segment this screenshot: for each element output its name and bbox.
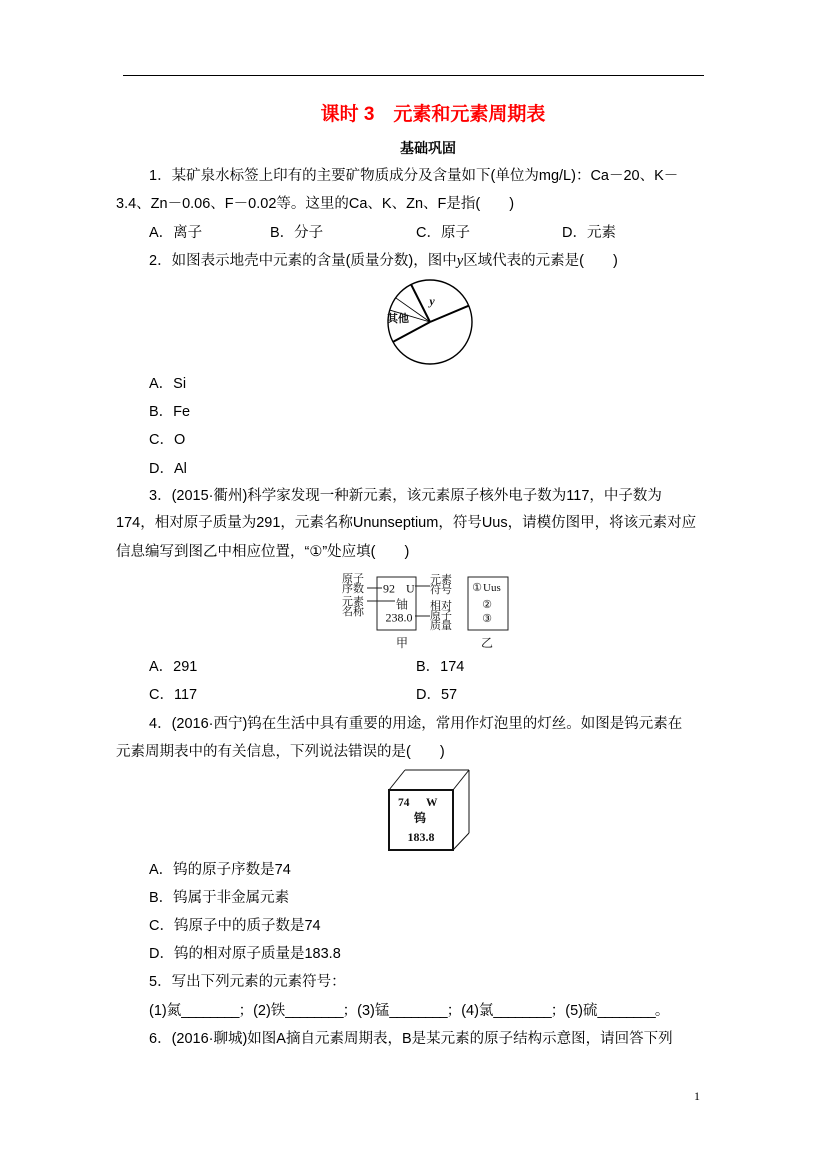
q2-stem-variable: y [456, 253, 464, 269]
tungsten-name: 钨 [413, 811, 427, 825]
tungsten-mass: 183.8 [407, 830, 435, 844]
q1-option-c: C．原子 [416, 225, 470, 241]
q4-stem-line-1: 4．(2016·西宁)钨在生活中具有重要的用途，常用作灯泡里的灯丝。如图是钨元素在 [149, 716, 683, 732]
q5-item-4-sep: ； [550, 1003, 566, 1019]
q4-stem-line-2: 元素周期表中的有关信息，下列说法错误的是( ) [116, 744, 445, 760]
q2-option-d: D．Al [149, 461, 187, 477]
card-yi [468, 577, 508, 650]
q4-option-d: D．钨的相对原子质量是183.8 [149, 946, 341, 962]
q2-option-a: A．Si [149, 376, 187, 392]
tungsten-symbol: W [426, 797, 438, 809]
yi-marker-3: ③ [482, 613, 492, 625]
tungsten-atomic-number: 74 [398, 797, 410, 809]
q5-item-3-blank: ________ [389, 1003, 447, 1019]
cube-edge-top-left [389, 770, 405, 790]
tungsten-element-cube [385, 766, 475, 856]
q1-option-d: D．元素 [562, 225, 616, 241]
earth-crust-pie-chart [380, 275, 480, 370]
jia-name: 铀 [395, 597, 409, 612]
q2-stem-text-after: 区域代表的元素是( ) [463, 253, 618, 269]
jia-mass: 238.0 [385, 610, 413, 625]
label-mass-line3: 质量 [430, 620, 452, 632]
pie-label-y: y [429, 294, 435, 308]
jia-atomic-number: 92 [383, 581, 395, 596]
yi-symbol: Uus [483, 582, 501, 594]
caption-jia: 甲 [395, 636, 409, 650]
q3-options-row-1 [0, 653, 827, 681]
label-symbol-line2: 符号 [430, 584, 452, 596]
section-heading: 基础巩固 [400, 140, 456, 156]
q1-option-a: A．离子 [149, 225, 203, 241]
q5-item-4-label: (4)氯 [461, 1003, 494, 1019]
q5-item-3-sep: ； [446, 1003, 462, 1019]
element-card-diagram [335, 568, 520, 652]
q5-item-2-blank: ________ [285, 1003, 343, 1019]
jia-symbol: U [406, 581, 415, 596]
q5-item-4-blank: ________ [493, 1003, 551, 1019]
cube-edge-top-right [453, 770, 469, 790]
q2-option-c: C．O [149, 432, 186, 448]
q2-stem-text-before: 2．如图表示地壳中元素的含量(质量分数)，图中 [149, 253, 457, 269]
q1-option-b: B．分子 [270, 225, 324, 241]
q5-blanks-line [149, 997, 669, 1025]
pie-label-other: 其他 [387, 313, 409, 325]
q3-option-b: B．174 [416, 659, 465, 675]
q5-stem: 5．写出下列元素的元素符号： [149, 974, 346, 990]
q5-item-5-sep: 。 [654, 1003, 670, 1019]
yi-marker-1: ① [472, 582, 482, 594]
q5-item-2-label: (2)铁 [253, 1003, 286, 1019]
q4-option-a: A．钨的原子序数是74 [149, 862, 291, 878]
q4-option-c: C．钨原子中的质子数是74 [149, 918, 321, 934]
q3-option-a: A．291 [149, 659, 198, 675]
q4-option-b: B．钨属于非金属元素 [149, 890, 290, 906]
label-symbol-line1: 元素 [430, 574, 452, 586]
label-name-line1: 元素 [342, 596, 364, 608]
q3-options-row-2 [0, 681, 827, 709]
yi-marker-2: ② [482, 599, 492, 611]
label-number-line1: 原子 [342, 573, 364, 585]
q6-stem-line-1: 6．(2016·聊城)如图A摘自元素周期表，B是某元素的原子结构示意图，请回答下列 [149, 1031, 673, 1047]
header-rule [123, 75, 704, 76]
q5-item-3-label: (3)锰 [357, 1003, 390, 1019]
label-mass-line1: 相对 [430, 600, 452, 612]
q3-stem-line-3: 信息编写到图乙中相应位置，“①”处应填( ) [116, 544, 410, 560]
q1-stem-line-1: 1．某矿泉水标签上印有的主要矿物质成分及含量如下(单位为mg/L)：Ca－20、K－ [149, 168, 679, 184]
q1-stem-line-2: 3.4、Zn－0.06、F－0.02等。这里的Ca、K、Zn、F是指( ) [116, 196, 515, 212]
label-name-line2: 名称 [342, 606, 364, 618]
q2-stem-line [149, 247, 618, 275]
q3-stem-line-2: 174，相对原子质量为291，元素名称Ununseptium，符号Uus，请模仿图甲，将该元素对应 [116, 515, 697, 531]
lesson-title: 课时 3 元素和元素周期表 [320, 104, 546, 125]
label-mass-line2: 原子 [430, 610, 452, 622]
q5-item-5-label: (5)硫 [565, 1003, 598, 1019]
card-jia [342, 572, 452, 650]
caption-yi: 乙 [480, 636, 494, 650]
q5-item-1-label: (1)氮 [149, 1003, 182, 1019]
q3-option-d: D．57 [416, 687, 458, 703]
page-number: 1 [694, 1089, 700, 1103]
q3-option-c: C．117 [149, 687, 198, 703]
q5-item-1-blank: ________ [181, 1003, 239, 1019]
q2-option-b: B．Fe [149, 404, 191, 420]
label-number-line2: 序数 [342, 583, 364, 595]
cube-edge-bottom-right [453, 833, 469, 850]
q3-stem-line-1: 3．(2015·衢州)科学家发现一种新元素，该元素原子核外电子数为117，中子数为 [149, 488, 662, 504]
q5-item-2-sep: ； [342, 1003, 358, 1019]
q5-item-1-sep: ； [238, 1003, 254, 1019]
q5-item-5-blank: ________ [597, 1003, 655, 1019]
q1-options [0, 219, 827, 247]
